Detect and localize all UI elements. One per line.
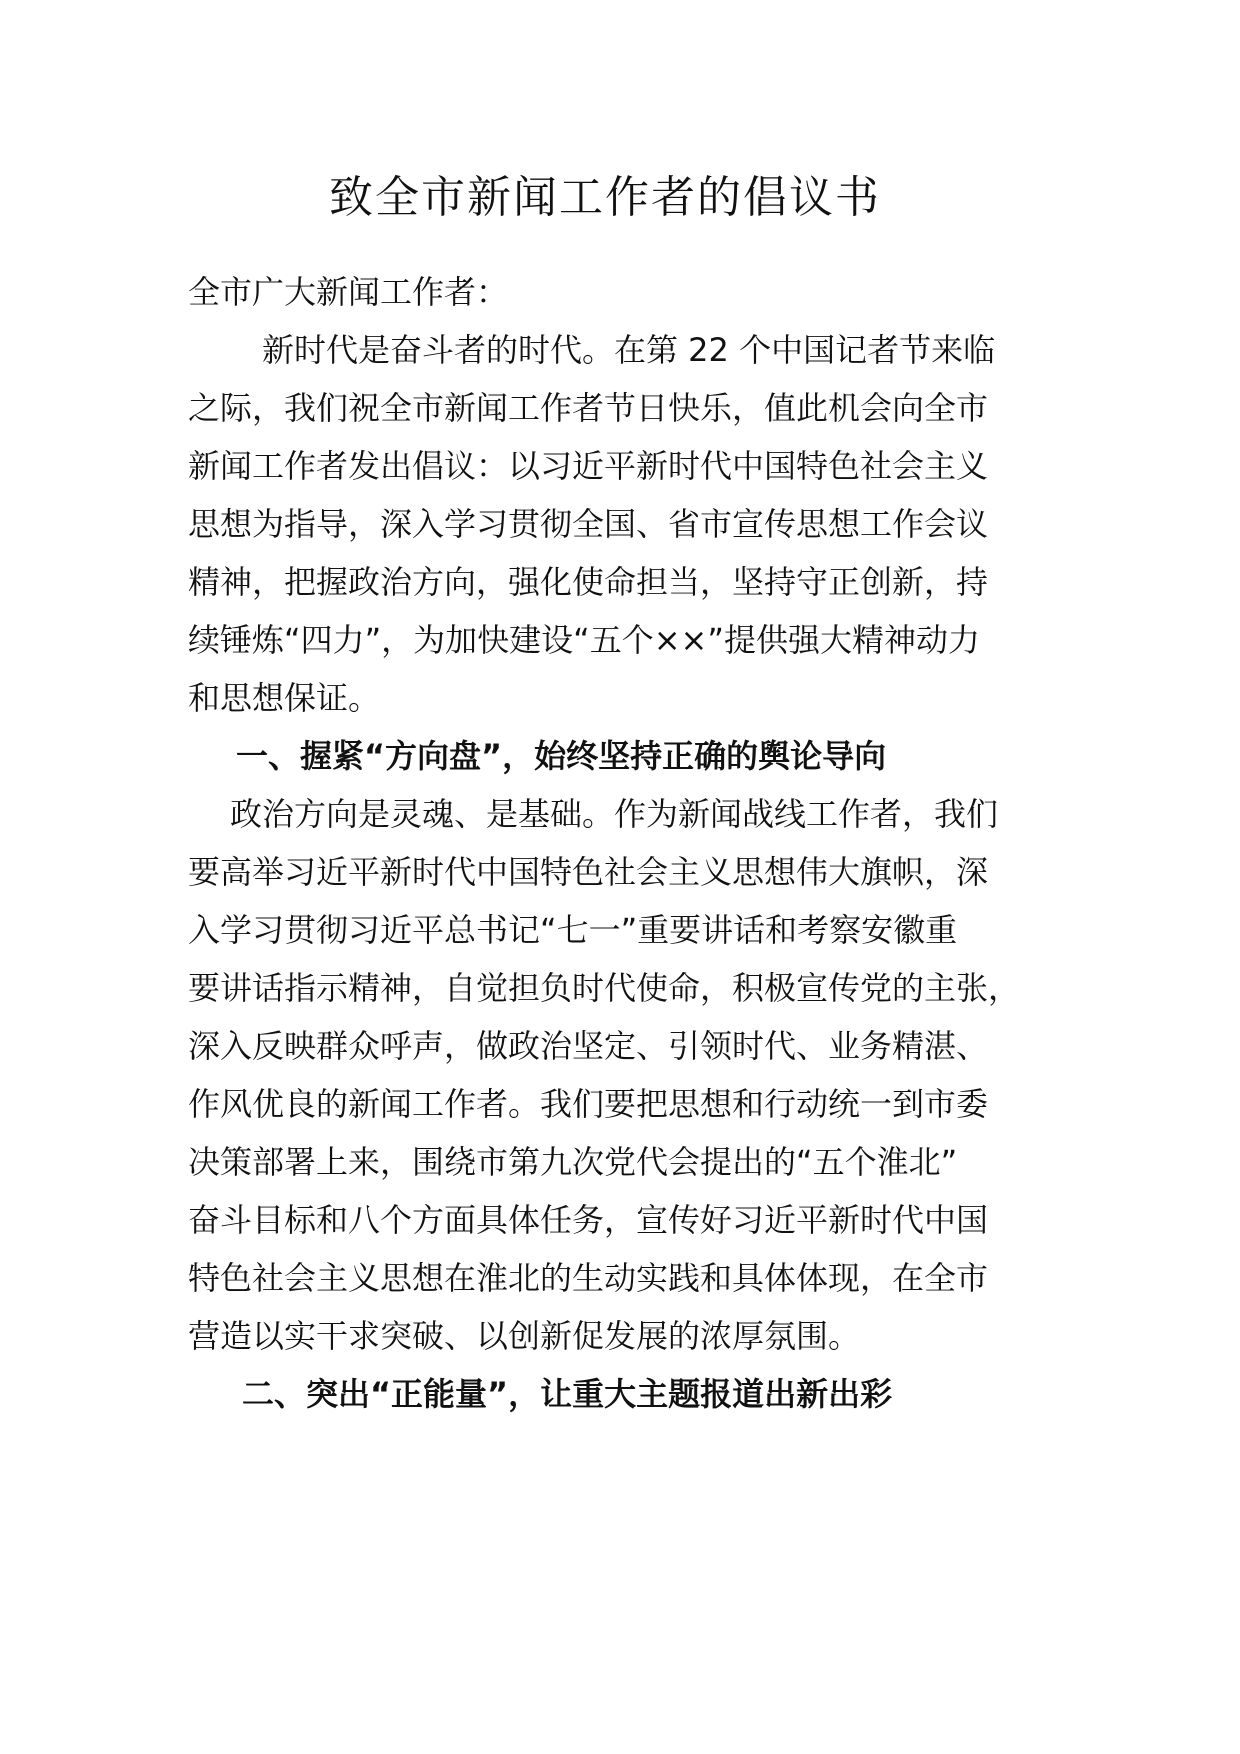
paragraph-1-line-7: 和思想保证。 — [188, 679, 381, 717]
paragraph-2-line-1: 政治方向是灵魂、是基础。作为新闻战线工作者，我们 — [230, 795, 999, 833]
paragraph-2-line-8: 奋斗目标和八个方面具体任务，宣传好习近平新时代中国 — [188, 1201, 989, 1239]
paragraph-2-line-6: 作风优良的新闻工作者。我们要把思想和行动统一到市委 — [188, 1085, 989, 1123]
paragraph-2-line-5: 深入反映群众呼声，做政治坚定、引领时代、业务精湛、 — [188, 1027, 989, 1065]
paragraph-2-line-7: 决策部署上来，围绕市第九次党代会提出的“五个淮北” — [188, 1143, 958, 1181]
paragraph-1-line-2: 之际，我们祝全市新闻工作者节日快乐，值此机会向全市 — [188, 389, 989, 427]
paragraph-1-line-3: 新闻工作者发出倡议：以习近平新时代中国特色社会主义 — [188, 447, 989, 485]
document-title: 致全市新闻工作者的倡议书 — [329, 172, 881, 223]
paragraph-2-line-9: 特色社会主义思想在淮北的生动实践和具体体现，在全市 — [188, 1259, 989, 1297]
paragraph-1-line-6: 续锤炼“四力”，为加快建设“五个××”提供强大精神动力 — [188, 621, 980, 659]
paragraph-1-line-4: 思想为指导，深入学习贯彻全国、省市宣传思想工作会议 — [188, 505, 989, 543]
paragraph-2-line-3: 入学习贯彻习近平总书记“七一”重要讲话和考察安徽重 — [188, 911, 958, 949]
salutation: 全市广大新闻工作者： — [188, 273, 509, 311]
section-1-heading: 一、握紧“方向盘”，始终坚持正确的舆论导向 — [236, 737, 887, 775]
section-2-heading: 二、突出“正能量”，让重大主题报道出新出彩 — [242, 1375, 893, 1413]
paragraph-2-line-2: 要高举习近平新时代中国特色社会主义思想伟大旗帜，深 — [188, 853, 989, 891]
paragraph-2-line-10: 营造以实干求突破、以创新促发展的浓厚氛围。 — [188, 1317, 861, 1355]
paragraph-1-line-5: 精神，把握政治方向，强化使命担当，坚持守正创新，持 — [188, 563, 989, 601]
paragraph-1-line-1: 新时代是奋斗者的时代。在第 22 个中国记者节来临 — [262, 331, 996, 369]
paragraph-2-line-4: 要讲话指示精神，自觉担负时代使命，积极宣传党的主张， — [188, 969, 1021, 1007]
